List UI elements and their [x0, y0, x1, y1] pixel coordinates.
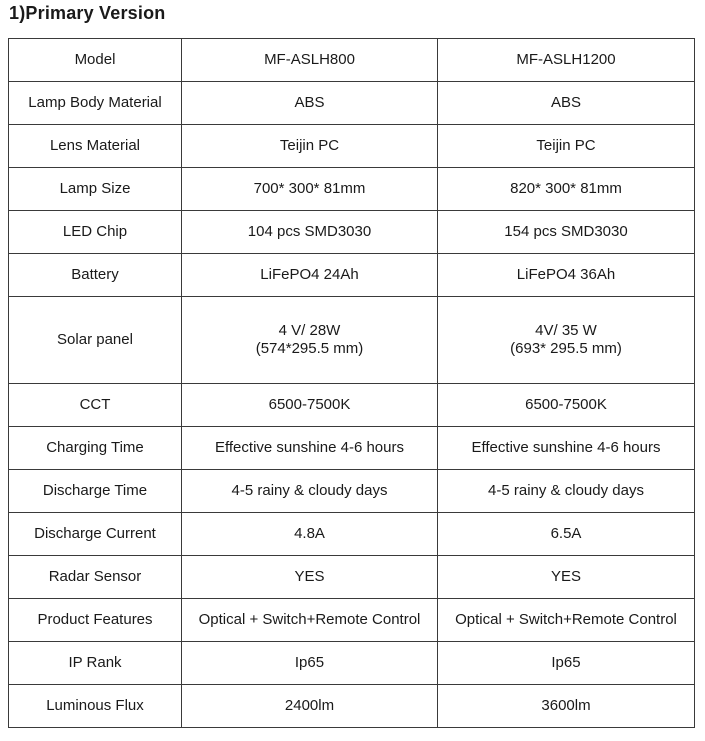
row-label: LED Chip: [9, 211, 182, 254]
table-row-product-features: [9, 599, 695, 642]
table-row-battery: [9, 254, 695, 297]
row-label: CCT: [9, 384, 182, 427]
row-label: Discharge Time: [9, 470, 182, 513]
cell-mf-aslh1200: Teijin PC: [438, 125, 695, 168]
cell-mf-aslh800: 4.8A: [182, 513, 438, 556]
row-label: Model: [9, 39, 182, 82]
table-row-discharge-time: [9, 470, 695, 513]
table-row-model: [9, 39, 695, 82]
row-label: Lamp Body Material: [9, 82, 182, 125]
cell-mf-aslh800: LiFePO4 24Ah: [182, 254, 438, 297]
table-row-lamp-size: [9, 168, 695, 211]
cell-mf-aslh800: 2400lm: [182, 685, 438, 728]
table-row-led-chip: [9, 211, 695, 254]
table-row-ip-rank: [9, 642, 695, 685]
table-row-cct: [9, 384, 695, 427]
spec-table: [8, 38, 695, 728]
row-label: Luminous Flux: [9, 685, 182, 728]
row-label: IP Rank: [9, 642, 182, 685]
cell-mf-aslh800: Effective sunshine 4-6 hours: [182, 427, 438, 470]
row-label: Discharge Current: [9, 513, 182, 556]
cell-mf-aslh1200: 154 pcs SMD3030: [438, 211, 695, 254]
table-row-charging-time: [9, 427, 695, 470]
cell-mf-aslh1200: Optical + Switch+Remote Control: [438, 599, 695, 642]
cell-mf-aslh1200: ABS: [438, 82, 695, 125]
cell-mf-aslh800: 700* 300* 81mm: [182, 168, 438, 211]
cell-mf-aslh800: Optical + Switch+Remote Control: [182, 599, 438, 642]
row-label: Product Features: [9, 599, 182, 642]
cell-mf-aslh1200: 4-5 rainy & cloudy days: [438, 470, 695, 513]
cell-mf-aslh800: ABS: [182, 82, 438, 125]
cell-mf-aslh1200: YES: [438, 556, 695, 599]
cell-mf-aslh1200: MF-ASLH1200: [438, 39, 695, 82]
row-label: Lamp Size: [9, 168, 182, 211]
cell-mf-aslh800: 6500-7500K: [182, 384, 438, 427]
row-label: Charging Time: [9, 427, 182, 470]
cell-mf-aslh800: MF-ASLH800: [182, 39, 438, 82]
cell-mf-aslh1200: 4V/ 35 W (693* 295.5 mm): [438, 297, 695, 384]
table-row-discharge-current: [9, 513, 695, 556]
cell-mf-aslh1200: 820* 300* 81mm: [438, 168, 695, 211]
table-row-lamp-body-material: [9, 82, 695, 125]
cell-mf-aslh800: YES: [182, 556, 438, 599]
cell-mf-aslh1200: 3600lm: [438, 685, 695, 728]
cell-mf-aslh1200: LiFePO4 36Ah: [438, 254, 695, 297]
table-row-luminous-flux: [9, 685, 695, 728]
cell-mf-aslh1200: Effective sunshine 4-6 hours: [438, 427, 695, 470]
table-row-solar-panel: [9, 297, 695, 384]
cell-mf-aslh1200: 6500-7500K: [438, 384, 695, 427]
cell-mf-aslh800: Teijin PC: [182, 125, 438, 168]
table-row-lens-material: [9, 125, 695, 168]
section-heading: 1)Primary Version: [9, 3, 166, 23]
row-label: Lens Material: [9, 125, 182, 168]
table-row-radar-sensor: [9, 556, 695, 599]
row-label: Battery: [9, 254, 182, 297]
cell-mf-aslh1200: Ip65: [438, 642, 695, 685]
cell-mf-aslh800: 104 pcs SMD3030: [182, 211, 438, 254]
row-label: Solar panel: [9, 297, 182, 384]
cell-mf-aslh1200: 6.5A: [438, 513, 695, 556]
row-label: Radar Sensor: [9, 556, 182, 599]
cell-mf-aslh800: 4-5 rainy & cloudy days: [182, 470, 438, 513]
cell-mf-aslh800: Ip65: [182, 642, 438, 685]
cell-mf-aslh800: 4 V/ 28W (574*295.5 mm): [182, 297, 438, 384]
